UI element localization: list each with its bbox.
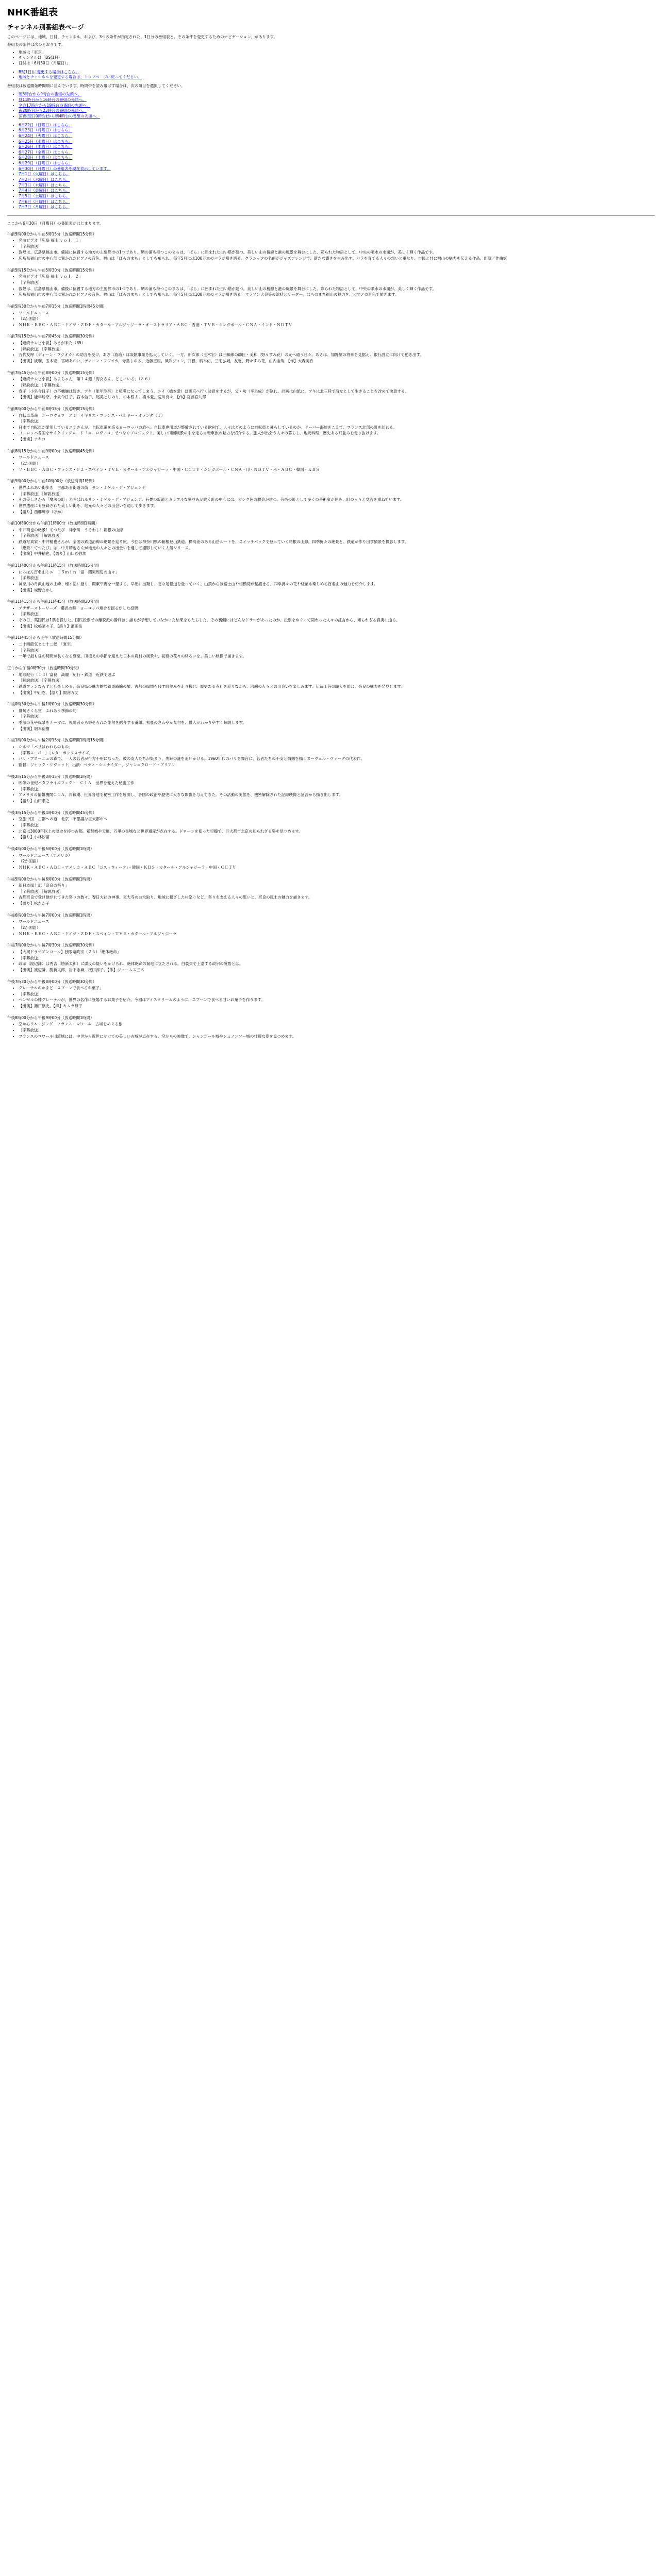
program-detail: • その日、英国民は1票を投じた。国民投票での離脱派の勝利は、誰もが予想していなかった結果をもたらした。その裏側にはどんなドラマがあったのか。投票をめぐって関わった人々の証言から、知られざる真実に迫る。 bbox=[19, 618, 655, 623]
program-detail: • 【語り】西郷輝彦（ほか） bbox=[19, 510, 655, 515]
program-entry bbox=[7, 635, 655, 659]
program-detail: • 【出演】堀本裕樹 bbox=[19, 726, 655, 732]
program-details bbox=[7, 570, 655, 594]
program-detail: • 広島県福山市の中心部に置かれたピアノの音色。福山は「ばらのまち」としても知られ、毎年5月には100万本のバラが咲き誇る。クラシックの名曲がジャズアレンジで、新たな響きを生み出す。バラを育てる人々の想いと重なり、市民と共に福山の魅力を伝える作品。出演／作曲家 bbox=[19, 256, 655, 262]
program-title: • 世界ふれあい街歩き 古都ある街道の街 サン・ミゲル・デ・アジェンデ bbox=[19, 485, 655, 491]
program-detail: • ［字幕放送］ bbox=[19, 956, 655, 961]
date-link[interactable]: 7月6日（日曜日）はこちら。 bbox=[19, 199, 70, 204]
program-time: 午前5時00分から午前5時15分（放送時間15分間） bbox=[7, 231, 97, 236]
program-details bbox=[7, 528, 655, 557]
program-entry bbox=[7, 479, 655, 515]
program-detail: • ［字幕スーパー］［レターボックスサイズ］ bbox=[19, 751, 655, 756]
condition-date: • 日付は「6月30日（月曜日）」 bbox=[19, 61, 655, 66]
program-details bbox=[7, 781, 655, 804]
program-entry bbox=[7, 943, 655, 973]
program-details bbox=[7, 377, 655, 400]
jump-noon-link[interactable]: 昼11時台から16時台の番組の先頭へ。 bbox=[19, 97, 87, 103]
program-detail: • （2か国語） bbox=[19, 316, 655, 322]
program-detail: • 【出演】波瑠，玉木宏，宮﨑あおい，ディーン・フジオカ，寺島しのぶ，近藤正臣，風吹ジュン，升毅，柄本佑，三宅弘城，友近，野々すみ花，山内圭哉，【作】大森美香 bbox=[19, 359, 655, 364]
page bbox=[0, 0, 662, 1056]
program-detail: • 【出演】アキコ bbox=[19, 437, 655, 443]
program-detail: • ［字幕放送］ bbox=[19, 280, 655, 286]
date-links bbox=[7, 123, 655, 210]
program-detail: • 鉄道ファンならずとも楽しめる、奈良県の魅力的な鉄道路線の旅。古都の風情を残す町並みを走り抜け、歴史ある寺社を巡りながら、沿線の人々との出会いを楽しみます。伝統工芸の職人を訪ね、奈良の魅力を発見します。 bbox=[19, 684, 655, 690]
date-link[interactable]: 6月26日（木曜日）はこちら。 bbox=[19, 144, 73, 149]
program-details bbox=[7, 341, 655, 364]
program-title: • ワールドニュース（アメリカ） bbox=[19, 853, 655, 859]
program-entry bbox=[7, 406, 655, 443]
program-time: 午前5時15分から午前5時30分（放送時間15分間） bbox=[7, 267, 97, 273]
program-title: • アナザーストーリーズ 選択の時 ヨーロッパ連合を揺るがした投票 bbox=[19, 606, 655, 612]
program-detail: • その美しさから「魔法の町」と呼ばれるサン・ミゲル・デ・アジェンデ。石畳の坂道とカラフルな家並みが続く町の中心には、ピンク色の教会が建つ。芸術の町として多くの芸術家が住み、町の人々と交流を重ねています。 bbox=[19, 497, 655, 503]
program-detail: • 北京は3000年以上の歴史を持つ古都。紫禁城や天壇、万里の長城など世界遺産が点在する。ドローンを使った空撮で、巨大都市北京の知られざる姿を見つめます。 bbox=[19, 829, 655, 835]
program-detail: • フランスのロワール川流域には、中世から近世にかけての美しい古城が点在する。空からの映像で、シャンボール城やシュノンソー城の壮麗な姿を見つめます。 bbox=[19, 1034, 655, 1040]
program-detail: • ソ・ＢＢＣ・ＡＢＣ・フランス・Ｆ２・スペイン・ＴＶＥ・カタール・アルジャジーラ・中国・ＣＣＴＶ・シンガポール・ＣＮＡ・印・ＮＤＴＶ・米・ＡＢＣ・韓国・ＫＢＳ bbox=[19, 467, 655, 473]
program-title: • 映像の世紀バタフライエフェクト ＣＩＡ 世界を変えた秘密工作 bbox=[19, 781, 655, 786]
program-detail: • アメリカの情報機関ＣＩＡ。冷戦期、世界各地で秘密工作を展開し、各国の政治や歴史に大きな影響を与えてきた。その活動の実態を、機密解除された記録映像と証言から描き出します。 bbox=[19, 792, 655, 798]
program-time: 午後7時30分から午後8時00分（放送時間30分間） bbox=[7, 979, 97, 984]
page-title: NHK番組表 bbox=[7, 7, 58, 18]
program-detail: • ［字幕放送］［解説放送］ bbox=[19, 889, 655, 895]
program-time: 午前11時45分から正午（放送時間15分間） bbox=[7, 635, 84, 640]
program-entry bbox=[7, 449, 655, 473]
program-title: • グレーテルのかまど「スプーンで食べるお菓子」 bbox=[19, 986, 655, 991]
program-entry bbox=[7, 370, 655, 400]
program-time: 午前11時15分から午前11時45分（放送時間30分間） bbox=[7, 599, 102, 604]
program-detail: • （2か国語） bbox=[19, 859, 655, 865]
jump-morning-link[interactable]: 朝5時台から9時台の番組の先頭へ。 bbox=[19, 92, 82, 97]
program-entry bbox=[7, 846, 655, 871]
program-detail: • ［字幕放送］ bbox=[19, 787, 655, 792]
program-entry bbox=[7, 738, 655, 768]
program-details bbox=[7, 817, 655, 840]
program-detail: • ヨーロッパ各国をサイクリングロード「ユーロヴェロ」でつなぐプロジェクト。美しい田園風景の中を走る自転車旅の魅力を紹介する。旅人が出会う人々の暮らし、地元料理、歴史ある町並みを走り抜けます。 bbox=[19, 431, 655, 436]
program-details bbox=[7, 950, 655, 973]
date-link[interactable]: 6月29日（日曜日）はこちら。 bbox=[19, 161, 73, 166]
program-details bbox=[7, 274, 655, 298]
date-link[interactable]: 7月4日（金曜日）はこちら。 bbox=[19, 188, 70, 193]
program-time: 午前7時45分から午前8時00分（放送時間15分間） bbox=[7, 370, 97, 375]
date-link[interactable]: 6月22日（日曜日）はこちら。 bbox=[19, 122, 73, 127]
program-detail: • ［字幕放送］ bbox=[19, 612, 655, 617]
date-link[interactable]: 7月1日（火曜日）はこちら。 bbox=[19, 172, 70, 177]
jump-midnight-link[interactable]: 深夜(翌日0時台)から朝4時台の番組の先頭へ。 bbox=[19, 113, 100, 118]
program-detail: • ［字幕放送］ bbox=[19, 823, 655, 828]
conditions-list bbox=[7, 50, 655, 66]
program-title: • 俳句さくら堂 ふれあう季節の句 bbox=[19, 708, 655, 714]
intro-text: このページには、地域、日付、チャンネル、および、3つの条件が指定された、1日分の番組表と、その条件を変更するためのナビゲーション、があります。 bbox=[7, 35, 278, 40]
date-link[interactable]: 6月25日（水曜日）はこちら。 bbox=[19, 139, 73, 144]
program-title: • 【連続テレビ小説】あまちゃん 第１４週「海女さん、どこにいる」（８６） bbox=[19, 377, 655, 382]
program-time: 午前11時00分から午前11時15分（放送時間15分間） bbox=[7, 563, 102, 568]
back-to-top-link[interactable]: 地域とチャンネルを変更する場合は、トップページに戻ってください。 bbox=[19, 75, 142, 80]
condition-area: • 地域は「東京」 bbox=[19, 50, 655, 56]
program-details bbox=[7, 606, 655, 630]
program-time: 午前8時15分から午前9時00分（放送時間45分間） bbox=[7, 448, 97, 453]
program-time: 午後1時00分から午後2時15分（放送時間1時間15分間） bbox=[7, 738, 107, 743]
program-title: • シネマ「パリはわれらのもの」 bbox=[19, 744, 655, 750]
program-time: 午後0時30分から午後1時00分（放送時間30分間） bbox=[7, 702, 97, 707]
program-title: • にっぽん百名山ミニ １５ｍｉｎ「富 関東周辺の山々」 bbox=[19, 570, 655, 575]
condition-channel: • チャンネルは「BS(1日)」 bbox=[19, 55, 655, 61]
program-details bbox=[7, 413, 655, 443]
program-detail: • ［字幕放送］ bbox=[19, 648, 655, 654]
program-title: • 空旅中国 古都への道 北京 不思議な巨大都市へ bbox=[19, 817, 655, 822]
program-title: • 【大河ドラマアンコール】独眼竜政宗（２６）「絶体絶命」 bbox=[19, 950, 655, 955]
date-link[interactable]: 7月5日（土曜日）はこちら。 bbox=[19, 193, 70, 198]
program-time: 午前9時00分から午前10時00分（放送時間1時間） bbox=[7, 479, 97, 484]
program-time: 午前5時30分から午前7時15分（放送時間1時間45分間） bbox=[7, 303, 107, 309]
date-link[interactable]: 6月28日（土曜日）はこちら。 bbox=[19, 155, 73, 160]
program-detail: • 敦煌は、広島県福山市。備後に位置する地方の主要都市の1つであり、鞆の浦も持つこのまちは、「ばら」に囲まれた白い塔が建つ。美しい山の稜線と港の風景を舞台にした、彩られた物語として、中央の噴水の水面が、美しく輝く作品です。 bbox=[19, 250, 655, 256]
conditions-heading: 番組表の条件は次のとおりです。 bbox=[7, 42, 65, 47]
date-link[interactable]: 6月24日（火曜日）はこちら。 bbox=[19, 133, 73, 138]
program-time: 午後6時00分から午後7時00分（放送時間1時間） bbox=[7, 912, 94, 918]
jump-evening-link[interactable]: 夕方17時台から19時台の番組の先頭へ。 bbox=[19, 103, 91, 108]
program-title: • ワールドニュース bbox=[19, 455, 655, 461]
program-detail: • 【語り】山田孝之 bbox=[19, 799, 655, 804]
program-entry bbox=[7, 774, 655, 804]
program-entry bbox=[7, 268, 655, 298]
program-detail: • ＮＨＫ・ＢＢＣ・ＡＢＣ・ドイツ・ＺＤＦ・スペイン・ＴＶＥ・カタール・アルジャジーラ bbox=[19, 931, 655, 937]
list-start-text: ここから6月30日（月曜日）の番組表がはじまります。 bbox=[7, 221, 104, 226]
program-detail: • 季節の花や風景をテーマに、視聴者から寄せられた俳句を紹介する番組。初夏のさわやかな句を、俳人がわかりやすく解説します。 bbox=[19, 720, 655, 726]
program-details bbox=[7, 485, 655, 515]
date-current[interactable]: 6月30日（月曜日）の番組表を現在表示しています。 bbox=[19, 166, 111, 171]
program-detail: • 政宗（渡辺謙）は秀吉（勝新太郎）に謀反の疑いをかけられ、絶体絶命の窮地に立たされる。白装束で上洛する政宗の覚悟とは。 bbox=[19, 961, 655, 967]
jump-night-link[interactable]: 夜20時台から23時台の番組の先頭へ。 bbox=[19, 108, 87, 113]
program-detail: • ［字幕放送］［解説放送］ bbox=[19, 492, 655, 497]
program-entry bbox=[7, 599, 655, 629]
program-details bbox=[7, 455, 655, 472]
program-detail: • パリ・ブローニュの森で、一人の若者が行方不明になった。彼の友人たちが集まり、失踪の謎を追いかける。1960年代のパリを舞台に、若者たちの不安と情熱を描くヌーヴェル・ヴァーグの代表作。 bbox=[19, 756, 655, 762]
program-time: 午後8時00分から午後9時00分（放送時間1時間） bbox=[7, 1015, 94, 1020]
program-detail: • 広島県福山市の中心部に置かれたピアノの音色。福山は「ばらのまち」としても知られ、毎年5月には100万本のバラが咲き誇る。マラソン大会等の総括とリーダー。ばらのまち福山の魅力を、ピアノの音色で紡ぎます。 bbox=[19, 292, 655, 298]
program-time: 正午から午後0時30分（放送時間30分間） bbox=[7, 665, 81, 670]
program-details bbox=[7, 642, 655, 659]
time-jump-links bbox=[7, 92, 655, 119]
date-link[interactable]: 7月2日（水曜日）はこちら。 bbox=[19, 177, 70, 182]
program-title: • 名曲ビデオ「広島 福山 ｖｏｌ．１」 bbox=[19, 238, 655, 244]
program-detail: • 【語り】松たか子 bbox=[19, 901, 655, 907]
program-detail: • 【出演】中井精也，【語り】山口紗弥加 bbox=[19, 551, 655, 557]
program-title: • 【連続テレビ小説】あさが来た（85） bbox=[19, 341, 655, 346]
program-entry bbox=[7, 702, 655, 732]
program-details bbox=[7, 311, 655, 328]
program-title: • 二十四節気と七十二候 「夏至」 bbox=[19, 642, 655, 648]
program-detail: • 【語り】小林沙苗 bbox=[19, 835, 655, 840]
program-entry bbox=[7, 1015, 655, 1040]
program-entry bbox=[7, 810, 655, 840]
program-title: • ワールドニュース bbox=[19, 919, 655, 925]
program-time: 午後4時00分から午後5時00分（放送時間1時間） bbox=[7, 846, 94, 851]
program-detail: • ［字幕放送］ bbox=[19, 575, 655, 581]
program-detail: • 敦煌は、広島県福山市。備後に位置する地方の主要都市の1つであり、鞆の浦も持つこのまちは、「ばら」に囲まれた白い塔が建つ。美しい山の稜線と港の風景を舞台にした、彩られた物語として、中央の噴水の水面が、美しく輝く作品です。 bbox=[19, 286, 655, 292]
program-time: 午後5時00分から午後6時00分（放送時間1時間） bbox=[7, 876, 94, 882]
program-detail: • 「絶景！てつたび」は、中井精也さんが地元の人々との出会いを通して撮影していく人気シリーズ。 bbox=[19, 546, 655, 551]
program-detail: • ［字幕放送］ bbox=[19, 714, 655, 720]
program-detail: • 【出演】松嶋菜々子，【語り】濱田岳 bbox=[19, 624, 655, 630]
program-time: 午後3時15分から午後4時00分（放送時間45分間） bbox=[7, 810, 97, 815]
program-title: • 自転車革命 ユーロヴェロ エミ イギリス・フランス・ベルギー・オランダ（１） bbox=[19, 413, 655, 419]
program-detail: • 世界遺産にも登録された美しい街を、地元の人々との出会いを通して歩きます。 bbox=[19, 503, 655, 509]
program-time: 午後2時15分から午後3時15分（放送時間1時間） bbox=[7, 774, 94, 779]
date-link[interactable]: 6月23日（月曜日）はこちら。 bbox=[19, 128, 73, 133]
program-detail: • ［解説放送］［字幕放送］ bbox=[19, 678, 655, 684]
program-details bbox=[7, 744, 655, 768]
date-link[interactable]: 6月27日（金曜日）はこちら。 bbox=[19, 149, 73, 155]
program-details bbox=[7, 986, 655, 1009]
program-entry bbox=[7, 913, 655, 937]
program-list bbox=[7, 232, 655, 1040]
program-entry bbox=[7, 334, 655, 364]
program-detail: • 日本で自転車が愛用しているエミさんが、自転車道を巡るヨーロッパの旅へ。自転車専用道が整備されている欧州で、人々はどのように自転車と暮らしているのか。ドーバー海峡をこえて、フランス北部の町を訪れる。 bbox=[19, 425, 655, 431]
program-time: 午前10時00分から午前11時00分（放送時間1時間） bbox=[7, 521, 99, 526]
program-detail: • ［解説放送］［字幕放送］ bbox=[19, 383, 655, 388]
change-links bbox=[7, 70, 655, 80]
page-subtitle: チャンネル別番組表ページ bbox=[7, 23, 85, 31]
program-entry bbox=[7, 521, 655, 557]
program-detail: • 【出演】中山忍，【語り】銀河万丈 bbox=[19, 690, 655, 696]
program-details bbox=[7, 853, 655, 871]
program-detail: • 古都奈良で受け継がれてきた祭りの数々。春日大社の神事、東大寺のお水取り、地域に根ざした村祭りなど、祭りを支える人々の思いと、奈良の風土の魅力を描きます。 bbox=[19, 895, 655, 901]
program-detail: • 【出演】城野たかし bbox=[19, 588, 655, 594]
program-title: • 中井精也の絶景！てつたび 神奈川 うるわし！箱根の山線 bbox=[19, 528, 655, 533]
program-title: • 名曲ビデオ「広島 福山 ｖｏｌ．２」 bbox=[19, 274, 655, 280]
program-entry bbox=[7, 666, 655, 696]
program-entry bbox=[7, 877, 655, 907]
program-details bbox=[7, 238, 655, 262]
program-detail: • ＮＨＫ・ＢＢＣ・ＡＢＣ・ドイツ・ＺＤＦ・カタール・アルジャジーラ・オーストラリア・ＡＢＣ・香港・ＴＶＢ・シンガポール・ＣＮＡ・インド・ＮＤＴＶ bbox=[19, 323, 655, 328]
program-entry bbox=[7, 563, 655, 593]
program-details bbox=[7, 672, 655, 696]
program-details bbox=[7, 919, 655, 937]
program-entry bbox=[7, 979, 655, 1009]
program-detail: • ［字幕放送］ bbox=[19, 992, 655, 997]
program-entry bbox=[7, 304, 655, 328]
program-title: • 新日本風土記「奈良の祭り」 bbox=[19, 883, 655, 889]
program-detail: • 五代友厚（ディーン・フジオカ）の助言を受け、あさ（波瑠）は炭鉱事業を拡大していく。一方、新次郎（玉木宏）は三味線の師匠・美和（野々すみ花）の元へ通う日々。あさは、加野屋の将来を見据え、銀行設立に向けて動き出す。 bbox=[19, 352, 655, 358]
date-link[interactable]: 7月3日（木曜日）はこちら。 bbox=[19, 182, 70, 188]
program-time: 午後7時00分から午後7時30分（放送時間30分間） bbox=[7, 943, 97, 948]
program-detail: • 一年で最も昼の時間が長くなる夏至。田植えの季節を迎えた日本の農村の風景や、初夏の花々の移ろいを、美しい映像で描きます。 bbox=[19, 654, 655, 659]
program-details bbox=[7, 1022, 655, 1039]
program-title: • 空からクルージング フランス ロワール 古城をめぐる旅 bbox=[19, 1022, 655, 1027]
program-detail: • ［字幕放送］ bbox=[19, 419, 655, 425]
change-channel-link[interactable]: BS(1日)に変更する場合はこちら。 bbox=[19, 69, 79, 74]
program-detail: • 【出演】能年玲奈，小泉今日子，宮本信子，尾美としのり，杉本哲太，橋本愛，荒川良々，【作】宮藤官九郎 bbox=[19, 395, 655, 400]
program-title: • 地球紀行（１３）富良 高麗 紀行・鉄道 近鉄で遊ぶ bbox=[19, 672, 655, 678]
program-details bbox=[7, 708, 655, 732]
program-detail: • 鉄道写真家・中井精也さんが、全国の鉄道沿線の絶景を巡る旅。今回は神奈川県の箱根登山鉄道。標高差のある山岳ルートを、スイッチバックで登っていく箱根の山線。四季折々の絶景と、鉄道が作り出す情景を撮影します。 bbox=[19, 539, 655, 545]
program-detail: • ＮＨＫ・ＡＢＣ・ＡＢＣ・アメリカ・ＡＢＣ「ジス・ウィーク」・韓国・ＫＢＳ・カタール・アルジャジーラ・中国・ＣＣＴＶ bbox=[19, 865, 655, 871]
program-detail: • ［字幕放送］ bbox=[19, 244, 655, 250]
date-link[interactable]: 7月7日（月曜日）はこちら。 bbox=[19, 205, 70, 210]
program-detail: • ［解説放送］［字幕放送］ bbox=[19, 347, 655, 352]
divider bbox=[7, 215, 655, 216]
program-detail: • ［字幕放送］［解説放送］ bbox=[19, 533, 655, 539]
program-time: 午前7時15分から午前7時45分（放送時間30分間） bbox=[7, 334, 97, 339]
program-details bbox=[7, 883, 655, 907]
time-note: 番組表は放送開始時間順に並んでいます。時間帯を読み飛ばす場合は、次の項目を選択してください。 bbox=[7, 83, 185, 88]
program-detail: • ［字幕放送］ bbox=[19, 1028, 655, 1033]
program-detail: • 神奈川の丹沢山地の主峰、蛭ヶ岳に登り、関東平野を一望する。早朝に出発し、急な尾根道を登っていく。山頂からは富士山や相模湾が見渡せる。四季折々の花や紅葉も楽しめる百名山の魅力を紹介します。 bbox=[19, 582, 655, 587]
program-detail: • （2か国語） bbox=[19, 925, 655, 931]
program-detail: • （2か国語） bbox=[19, 461, 655, 467]
program-time: 午前8時00分から午前8時15分（放送時間15分間） bbox=[7, 406, 97, 411]
program-title: • ワールドニュース bbox=[19, 311, 655, 316]
program-detail: • 【出演】渡辺謙，勝新太郎，岩下志麻，桜田淳子，【作】ジェームス三木 bbox=[19, 968, 655, 973]
program-detail: • ヘンゼルの姉グレーテルが、世界の名作に登場するお菓子を紹介。今回はアイスクリームのように、スプーンで食べる甘いお菓子を作ります。 bbox=[19, 997, 655, 1003]
program-entry bbox=[7, 232, 655, 262]
program-detail: • 監督：ジャック・リヴェット，出演：ベティ・シュナイダー，ジャン＝クロード・ブリアリ bbox=[19, 762, 655, 768]
program-detail: • 春子（小泉今日子）の不機嫌は続き、アキ（能年玲奈）と喧嘩になってしまう。ユイ（橋本愛）は東京へ行く決意をするが、父・功（平泉成）が倒れ、計画は白紙に。アキは北三陸で海女として生きることを改めて決意する。 bbox=[19, 389, 655, 395]
program-detail: • 【出演】瀬戸康史，【声】キムラ緑子 bbox=[19, 1004, 655, 1009]
